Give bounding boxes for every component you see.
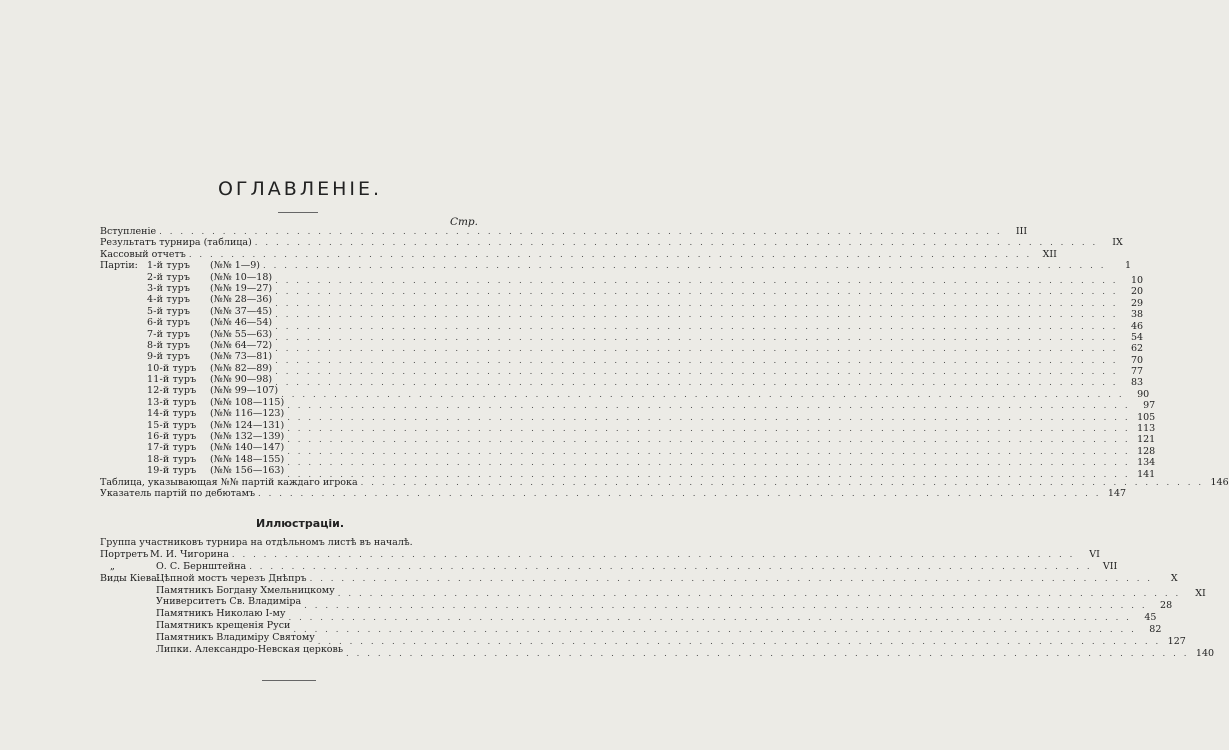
- toc-entry: [100, 442, 284, 453]
- dot-leader: . . . . . . . . . . . . . . . . . . . . . . . . . . . . . . . . . . . . . . . . . . . . . . . . . . . . . . . . . . . . . . . . . . . . . . . . . . . . . . . .: [231, 549, 1075, 560]
- illustration-entry: [100, 632, 315, 644]
- dot-leader: . . . . . . . . . . . . . . . . . . . . . . . . . . . . . . . . . . . . . . . . . . . . . . . . . . . . . . . . . . . . . . . . . . . . . . . . . . . . . . . .: [281, 389, 1125, 400]
- toc-entry: [100, 260, 260, 271]
- illustration-entry: [100, 549, 229, 561]
- illustration-label: О. С. Бернштейна: [156, 560, 247, 572]
- toc-prefix: [100, 465, 147, 476]
- toc-page-number: 134: [1137, 457, 1156, 469]
- toc-label: 19-й туръ: [147, 465, 197, 477]
- illustration-prefix: Виды Кіева:: [100, 572, 160, 584]
- toc-range: (№№ 73—81): [210, 351, 273, 363]
- toc-label: 17-й туръ: [147, 442, 197, 454]
- illustration-page-number: 82: [1149, 624, 1162, 636]
- toc-prefix: [100, 385, 147, 396]
- dot-leader: . . . . . . . . . . . . . . . . . . . . . . . . . . . . . . . . . . . . . . . . . . . . . . . . . . . . . . . . . . . . . . . . . . . . . . . . . . . . . . . .: [287, 458, 1131, 469]
- illustrations-heading: Иллюстраціи.: [255, 517, 345, 530]
- toc-row: [100, 260, 1132, 272]
- toc-label: 7-й туръ: [147, 328, 191, 340]
- toc-range: (№№ 124—131): [210, 419, 285, 431]
- dot-leader: . . . . . . . . . . . . . . . . . . . . . . . . . . . . . . . . . . . . . . . . . . . . . . . . . . . . . . . . . . . . . . . . . . . . . . . . . . . . . . . .: [249, 561, 1093, 572]
- toc-label: 12-й туръ: [147, 385, 197, 397]
- illustration-page-number: 28: [1160, 600, 1173, 612]
- illustration-entry: [100, 608, 285, 620]
- toc-range: (№№ 55—63): [210, 328, 273, 340]
- toc-page-number: 141: [1137, 468, 1156, 480]
- toc-prefix: [100, 420, 147, 431]
- illustration-entry: [100, 585, 335, 597]
- toc-row: [100, 487, 1127, 499]
- toc-entry: [100, 363, 272, 374]
- toc-range: (№№ 10—18): [210, 271, 273, 283]
- toc-label: 9-й туръ: [147, 351, 191, 363]
- toc-entry: [100, 374, 272, 385]
- toc-row: [100, 237, 1123, 249]
- toc-label: Таблица, указывающая №№ партій каждаго игрока: [100, 476, 358, 488]
- toc-entry: [100, 306, 272, 317]
- toc-label: Указатель партій по дебютамъ: [100, 487, 256, 499]
- dot-leader: . . . . . . . . . . . . . . . . . . . . . . . . . . . . . . . . . . . . . . . . . . . . . . . . . . . . . . . . . . . . . . . . . . . . . . . . . . . . . . . .: [275, 378, 1119, 389]
- toc-prefix: [100, 442, 147, 453]
- toc-page-number: XII: [1042, 248, 1057, 260]
- illustration-prefix: [100, 620, 156, 632]
- toc-label: 1-й туръ: [147, 260, 191, 272]
- toc-entry: [100, 408, 284, 419]
- illustration-label: Памятникъ Владиміру Святому: [156, 632, 315, 644]
- toc-entry: [100, 385, 278, 396]
- toc-entry: [100, 294, 272, 305]
- toc-page-number: IX: [1112, 237, 1123, 249]
- dot-leader: . . . . . . . . . . . . . . . . . . . . . . . . . . . . . . . . . . . . . . . . . . . . . . . . . . . . . . . . . . . . . . . . . . . . . . . . . . . . . . . .: [317, 637, 1161, 648]
- toc-row: [100, 226, 1028, 237]
- toc-row: [100, 248, 1057, 260]
- toc-prefix: [100, 397, 147, 408]
- illustration-label: Группа участниковъ турнира на отдѣльномъ листѣ въ началѣ.: [100, 537, 413, 548]
- dot-leader: . . . . . . . . . . . . . . . . . . . . . . . . . . . . . . . . . . . . . . . . . . . . . . . . . . . . . . . . . . . . . . . . . . . . . . . . . . . . . . . .: [287, 424, 1131, 435]
- dot-leader: . . . . . . . . . . . . . . . . . . . . . . . . . . . . . . . . . . . . . . . . . . . . . . . . . . . . . . . . . . . . . . . . . . . . . . . . . . . . . . . .: [287, 469, 1131, 480]
- illustration-label: М. И. Чигорина: [150, 548, 229, 560]
- toc-prefix: [100, 306, 147, 317]
- illustration-entry: [100, 620, 290, 632]
- dot-leader: . . . . . . . . . . . . . . . . . . . . . . . . . . . . . . . . . . . . . . . . . . . . . . . . . . . . . . . . . . . . . . . . . . . . . . . . . . . . . . . .: [293, 625, 1137, 636]
- dot-leader: . . . . . . . . . . . . . . . . . . . . . . . . . . . . . . . . . . . . . . . . . . . . . . . . . . . . . . . . . . . . . . . . . . . . . . . . . . . . . . . .: [337, 589, 1181, 600]
- toc-page-number: 105: [1137, 411, 1156, 423]
- toc-page-number: 54: [1131, 331, 1144, 343]
- toc-prefix: [100, 283, 147, 294]
- toc-entry: [100, 397, 284, 408]
- toc-range: (№№ 1—9): [210, 260, 261, 272]
- toc-range: (№№ 99—107): [210, 385, 279, 397]
- toc-page-number: 147: [1107, 487, 1127, 499]
- dot-leader: . . . . . . . . . . . . . . . . . . . . . . . . . . . . . . . . . . . . . . . . . . . . . . . . . . . . . . . . . . . . . . . . . . . . . . . . . . . . . . . .: [360, 477, 1204, 488]
- dot-leader: . . . . . . . . . . . . . . . . . . . . . . . . . . . . . . . . . . . . . . . . . . . . . . . . . . . . . . . . . . . . . . . . . . . . . . . . . . . . . . . .: [304, 601, 1148, 612]
- illustration-prefix: „: [110, 560, 115, 572]
- dot-leader: . . . . . . . . . . . . . . . . . . . . . . . . . . . . . . . . . . . . . . . . . . . . . . . . . . . . . . . . . . . . . . . . . . . . . . . . . . . . . . . .: [159, 227, 1003, 237]
- dot-leader: . . . . . . . . . . . . . . . . . . . . . . . . . . . . . . . . . . . . . . . . . . . . . . . . . . . . . . . . . . . . . . . . . . . . . . . . . . . . . . . .: [275, 321, 1119, 332]
- toc-prefix: [100, 363, 147, 374]
- toc-page-number: 113: [1137, 423, 1156, 435]
- illustration-page-number: 45: [1144, 612, 1157, 624]
- toc-label: 10-й туръ: [147, 362, 197, 374]
- illustration-label: Университетъ Св. Владиміра: [156, 596, 302, 608]
- toc-entry: [100, 329, 272, 340]
- illustration-page-number: 127: [1167, 636, 1186, 648]
- dot-leader: . . . . . . . . . . . . . . . . . . . . . . . . . . . . . . . . . . . . . . . . . . . . . . . . . . . . . . . . . . . . . . . . . . . . . . . . . . . . . . . .: [287, 446, 1131, 457]
- toc-label: 5-й туръ: [147, 305, 191, 317]
- dot-leader: . . . . . . . . . . . . . . . . . . . . . . . . . . . . . . . . . . . . . . . . . . . . . . . . . . . . . . . . . . . . . . . . . . . . . . . . . . . . . . . .: [287, 412, 1131, 423]
- illustration-entry: [100, 596, 301, 608]
- toc-label: Вступленіе: [100, 226, 157, 237]
- toc-entry: [100, 431, 284, 442]
- toc-range: (№№ 148—155): [210, 453, 285, 465]
- toc-label: 15-й туръ: [147, 419, 197, 431]
- illustration-entry: [100, 537, 413, 549]
- illustration-prefix: [100, 596, 156, 608]
- toc-page-number: 29: [1131, 297, 1144, 309]
- toc-range: (№№ 90—98): [210, 374, 273, 386]
- page-title: ОГЛАВЛЕНІЕ.: [217, 178, 383, 200]
- toc-entry: [100, 454, 284, 465]
- toc-range: (№№ 46—54): [210, 317, 273, 329]
- toc-prefix: [100, 272, 147, 283]
- toc-entry: [100, 237, 252, 248]
- toc-page-number: 10: [1131, 274, 1144, 286]
- illustration-row: [100, 560, 1118, 573]
- toc-prefix: [100, 374, 147, 385]
- illustration-page-number: VI: [1089, 548, 1100, 560]
- illustration-label: Памятникъ Николаю I-му: [156, 608, 286, 620]
- illustration-row: [100, 584, 1206, 600]
- toc-label: 13-й туръ: [147, 396, 197, 408]
- dot-leader: . . . . . . . . . . . . . . . . . . . . . . . . . . . . . . . . . . . . . . . . . . . . . . . . . . . . . . . . . . . . . . . . . . . . . . . . . . . . . . . .: [275, 367, 1119, 378]
- dot-leader: . . . . . . . . . . . . . . . . . . . . . . . . . . . . . . . . . . . . . . . . . . . . . . . . . . . . . . . . . . . . . . . . . . . . . . . . . . . . . . . .: [346, 648, 1190, 659]
- toc-range: (№№ 140—147): [210, 442, 285, 454]
- dot-leader: . . . . . . . . . . . . . . . . . . . . . . . . . . . . . . . . . . . . . . . . . . . . . . . . . . . . . . . . . . . . . . . . . . . . . . . . . . . . . . . .: [287, 435, 1131, 446]
- toc-label: 18-й туръ: [147, 453, 197, 465]
- toc-range: (№№ 116—123): [210, 408, 285, 420]
- dot-leader: . . . . . . . . . . . . . . . . . . . . . . . . . . . . . . . . . . . . . . . . . . . . . . . . . . . . . . . . . . . . . . . . . . . . . . . . . . . . . . . .: [275, 287, 1119, 298]
- illustration-page-number: 140: [1195, 647, 1215, 659]
- illustration-label: Цѣпной мостъ черезъ Днѣпръ: [156, 572, 307, 584]
- toc-entry: [100, 477, 358, 488]
- toc-entry: [100, 226, 156, 237]
- toc-page-number: 1: [1124, 260, 1132, 272]
- toc-page-number: 38: [1131, 309, 1144, 321]
- toc-prefix: [100, 351, 147, 362]
- toc-entry: [100, 249, 186, 260]
- toc-range: (№№ 108—115): [210, 396, 285, 408]
- toc-range: (№№ 28—36): [210, 294, 273, 306]
- toc-entry: [100, 317, 272, 328]
- toc-page-number: 20: [1131, 286, 1144, 298]
- toc-page-number: 90: [1137, 388, 1150, 400]
- illustration-page-number: XI: [1195, 588, 1206, 600]
- illustration-entry: [100, 573, 307, 585]
- toc-entry: [100, 351, 272, 362]
- toc-entry: [100, 465, 284, 476]
- illustrations-list: [100, 537, 1215, 659]
- toc-range: (№№ 156—163): [210, 465, 285, 477]
- toc-label: Кассовый отчетъ: [100, 248, 186, 260]
- dot-leader: . . . . . . . . . . . . . . . . . . . . . . . . . . . . . . . . . . . . . . . . . . . . . . . . . . . . . . . . . . . . . . . . . . . . . . . . . . . . . . . .: [288, 613, 1132, 624]
- toc-range: (№№ 37—45): [210, 305, 273, 317]
- illustration-prefix: [100, 608, 156, 620]
- toc-label: 11-й туръ: [147, 374, 197, 386]
- toc-page-number: 128: [1137, 445, 1156, 457]
- toc-page-number: 83: [1131, 377, 1144, 389]
- toc-label: 3-й туръ: [147, 282, 191, 294]
- dot-leader: . . . . . . . . . . . . . . . . . . . . . . . . . . . . . . . . . . . . . . . . . . . . . . . . . . . . . . . . . . . . . . . . . . . . . . . . . . . . . . . .: [275, 355, 1119, 366]
- illustration-row: [100, 537, 478, 549]
- toc-label: 2-й туръ: [147, 271, 191, 283]
- toc-page-number: III: [1015, 226, 1028, 237]
- toc-label: 16-й туръ: [147, 431, 197, 443]
- toc-page-number: 46: [1131, 320, 1144, 332]
- illustration-label: Памятникъ крещенія Руси: [156, 620, 291, 632]
- toc-entry: [100, 420, 284, 431]
- toc-prefix: [100, 317, 147, 328]
- toc-entry: [100, 283, 272, 294]
- toc-prefix: [100, 294, 147, 305]
- toc-page-number: 146: [1210, 476, 1229, 488]
- toc-entry: [100, 272, 272, 283]
- toc-prefix: [100, 340, 147, 351]
- toc-entry: [100, 340, 272, 351]
- dot-leader: . . . . . . . . . . . . . . . . . . . . . . . . . . . . . . . . . . . . . . . . . . . . . . . . . . . . . . . . . . . . . . . . . . . . . . . . . . . . . . . .: [275, 344, 1119, 355]
- illustration-row: [100, 548, 1100, 561]
- end-rule: [262, 680, 316, 681]
- dot-leader: . . . . . . . . . . . . . . . . . . . . . . . . . . . . . . . . . . . . . . . . . . . . . . . . . . . . . . . . . . . . . . . . . . . . . . . . . . . . . . . .: [258, 488, 1102, 499]
- dot-leader: . . . . . . . . . . . . . . . . . . . . . . . . . . . . . . . . . . . . . . . . . . . . . . . . . . . . . . . . . . . . . . . . . . . . . . . . . . . . . . . .: [309, 573, 1153, 584]
- toc-page-number: 62: [1131, 343, 1144, 355]
- illustration-label: Памятникъ Богдану Хмельницкому: [156, 584, 335, 596]
- toc-row: [100, 271, 1144, 286]
- illustration-prefix: [100, 585, 156, 597]
- illustration-entry: [100, 561, 246, 573]
- illustration-page-number: VII: [1102, 560, 1118, 572]
- toc-range: (№№ 64—72): [210, 339, 273, 351]
- illustration-label: Липки. Александро-Невская церковь: [156, 644, 344, 656]
- toc-label: 14-й туръ: [147, 408, 197, 420]
- dot-leader: . . . . . . . . . . . . . . . . . . . . . . . . . . . . . . . . . . . . . . . . . . . . . . . . . . . . . . . . . . . . . . . . . . . . . . . . . . . . . . . .: [275, 310, 1119, 321]
- toc-range: (№№ 19—27): [210, 282, 273, 294]
- illustration-page-number: X: [1170, 572, 1178, 584]
- illustration-prefix: Портретъ: [100, 548, 149, 560]
- table-of-contents: [100, 226, 1229, 499]
- toc-row: [100, 476, 1229, 488]
- toc-prefix: [100, 431, 147, 442]
- toc-prefix: [100, 408, 147, 419]
- toc-prefix: [100, 454, 147, 465]
- toc-label: 4-й туръ: [147, 294, 191, 306]
- dot-leader: . . . . . . . . . . . . . . . . . . . . . . . . . . . . . . . . . . . . . . . . . . . . . . . . . . . . . . . . . . . . . . . . . . . . . . . . . . . . . . . .: [275, 275, 1119, 286]
- illustration-prefix: [100, 644, 156, 656]
- toc-prefix: Партіи:: [100, 260, 138, 272]
- toc-page-number: 97: [1143, 400, 1156, 412]
- toc-page-number: 77: [1131, 366, 1144, 378]
- toc-prefix: [100, 329, 147, 340]
- dot-leader: . . . . . . . . . . . . . . . . . . . . . . . . . . . . . . . . . . . . . . . . . . . . . . . . . . . . . . . . . . . . . . . . . . . . . . . . . . . . . . . .: [275, 298, 1119, 309]
- toc-page-number: 121: [1137, 434, 1156, 446]
- dot-leader: . . . . . . . . . . . . . . . . . . . . . . . . . . . . . . . . . . . . . . . . . . . . . . . . . . . . . . . . . . . . . . . . . . . . . . . . . . . . . . . .: [254, 238, 1098, 249]
- toc-label: Результатъ турнира (таблица): [100, 237, 252, 249]
- toc-label: 8-й туръ: [147, 339, 191, 351]
- page-column-header: Стр.: [449, 216, 478, 228]
- dot-leader: . . . . . . . . . . . . . . . . . . . . . . . . . . . . . . . . . . . . . . . . . . . . . . . . . . . . . . . . . . . . . . . . . . . . . . . . . . . . . . . .: [287, 401, 1131, 412]
- dot-leader: . . . . . . . . . . . . . . . . . . . . . . . . . . . . . . . . . . . . . . . . . . . . . . . . . . . . . . . . . . . . . . . . . . . . . . . . . . . . . . . .: [275, 332, 1119, 343]
- title-rule: [278, 212, 318, 213]
- toc-range: (№№ 132—139): [210, 431, 285, 443]
- illustration-entry: [100, 644, 343, 656]
- toc-label: 6-й туръ: [147, 317, 191, 329]
- illustration-prefix: [100, 632, 156, 644]
- toc-page-number: 70: [1131, 354, 1144, 366]
- toc-entry: [100, 488, 255, 499]
- dot-leader: . . . . . . . . . . . . . . . . . . . . . . . . . . . . . . . . . . . . . . . . . . . . . . . . . . . . . . . . . . . . . . . . . . . . . . . . . . . . . . . .: [263, 261, 1107, 272]
- illustration-row: [100, 572, 1178, 585]
- dot-leader: . . . . . . . . . . . . . . . . . . . . . . . . . . . . . . . . . . . . . . . . . . . . . . . . . . . . . . . . . . . . . . . . . . . . . . . . . . . . . . . .: [188, 249, 1032, 260]
- toc-range: (№№ 82—89): [210, 362, 273, 374]
